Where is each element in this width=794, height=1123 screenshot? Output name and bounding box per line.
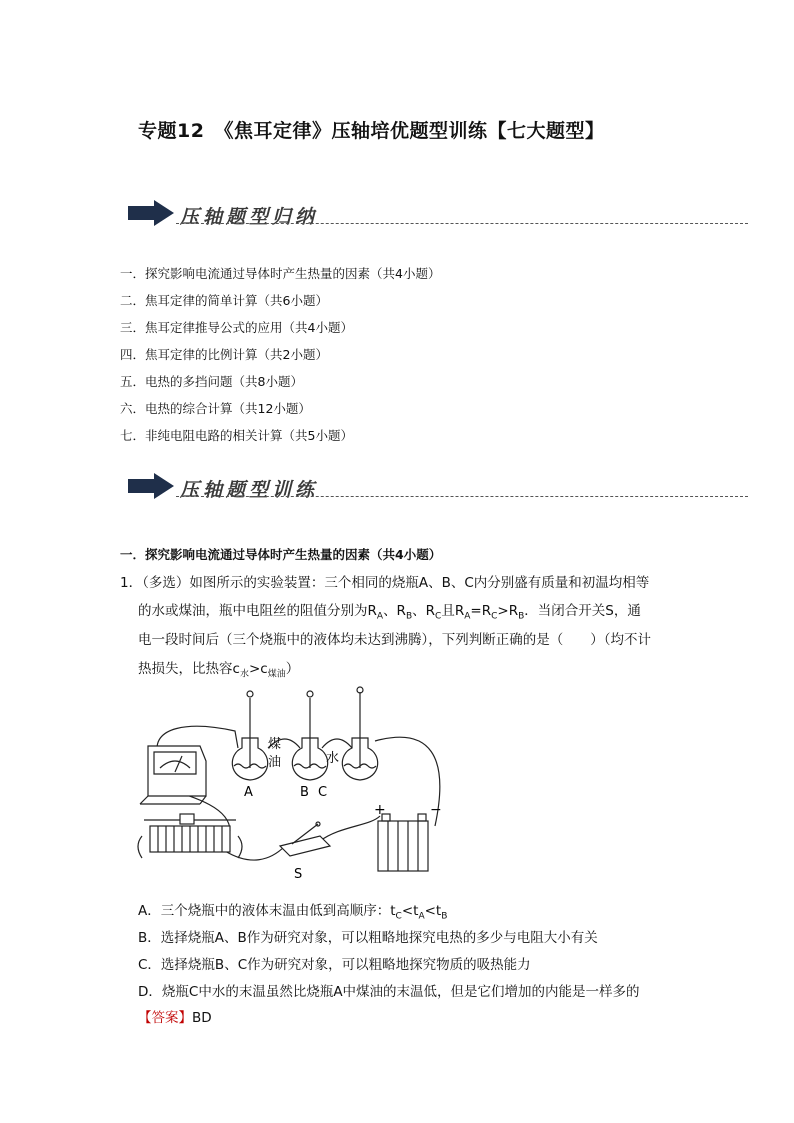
section-banner-training <box>128 473 748 503</box>
circuit-diagram <box>130 686 460 886</box>
section-banner-summary <box>128 200 748 230</box>
toc-item-4: 四．焦耳定律的比例计算（共2小题） <box>120 347 328 362</box>
label-kerosene-2: 油 <box>268 755 282 770</box>
label-flask-b: B <box>300 785 309 800</box>
label-kerosene-1: 煤 <box>268 737 282 752</box>
page-title: 专题12 《焦耳定律》压轴培优题型训练【七大题型】 <box>138 120 605 142</box>
option-a: A．三个烧瓶中的液体末温由低到高顺序：$t_C<t_A<t_B$ <box>138 903 448 922</box>
ammeter <box>140 746 206 804</box>
answer <box>138 1006 212 1026</box>
question-line-4: 热损失，比热容$c_水>c_{煤油}$） <box>138 661 300 680</box>
label-minus: − <box>430 802 442 818</box>
question-line-2: 的水或煤油，瓶中电阻丝的阻值分别为$R_A$、$R_B$、$R_C$且$R_A=R_C>R_B$．当闭合开关S，通 <box>138 603 641 622</box>
switch <box>280 822 330 856</box>
dashed-divider <box>176 223 748 224</box>
arrow-icon <box>128 473 174 499</box>
label-flask-c: C <box>318 785 328 800</box>
banner-label: 压轴题型训练 <box>180 479 319 501</box>
label-switch: S <box>294 867 303 882</box>
toc-item-1: 一．探究影响电流通过导体时产生热量的因素（共4小题） <box>120 266 441 281</box>
option-d: D．烧瓶C中水的末温虽然比烧瓶A中煤油的末温低，但是它们增加的内能是一样多的 <box>138 984 640 1000</box>
answer-value: BD <box>192 1010 212 1026</box>
battery <box>378 814 428 871</box>
option-b: B．选择烧瓶A、B作为研究对象，可以粗略地探究电热的多少与电阻大小有关 <box>138 930 598 946</box>
toc-item-7: 七．非纯电阻电路的相关计算（共5小题） <box>120 428 353 443</box>
rheostat <box>138 814 242 858</box>
toc-item-2: 二．焦耳定律的简单计算（共6小题） <box>120 293 328 308</box>
toc-item-6: 六．电热的综合计算（共12小题） <box>120 401 311 416</box>
label-flask-a: A <box>244 785 253 800</box>
flask-a <box>232 691 267 780</box>
toc-item-3: 三．焦耳定律推导公式的应用（共4小题） <box>120 320 353 335</box>
answer-tag: 【答案】 <box>138 1010 192 1026</box>
toc-item-5: 五．电热的多挡问题（共8小题） <box>120 374 303 389</box>
question-line-1: 1．（多选）如图所示的实验装置：三个相同的烧瓶A、B、C内分别盛有质量和初温均相等 <box>120 575 650 591</box>
option-c: C．选择烧瓶B、C作为研究对象，可以粗略地探究物质的吸热能力 <box>138 957 531 973</box>
section-heading: 一．探究影响电流通过导体时产生热量的因素（共4小题） <box>120 547 442 562</box>
question-line-3: 电一段时间后（三个烧瓶中的液体均未达到沸腾），下列判断正确的是（ ）（均不计 <box>138 632 651 648</box>
label-plus: + <box>374 802 386 818</box>
arrow-icon <box>128 200 174 226</box>
flask-b <box>292 691 327 780</box>
banner-label: 压轴题型归纳 <box>180 206 319 228</box>
dashed-divider <box>176 496 748 497</box>
label-water: 水 <box>326 751 340 766</box>
flask-c <box>342 687 377 780</box>
